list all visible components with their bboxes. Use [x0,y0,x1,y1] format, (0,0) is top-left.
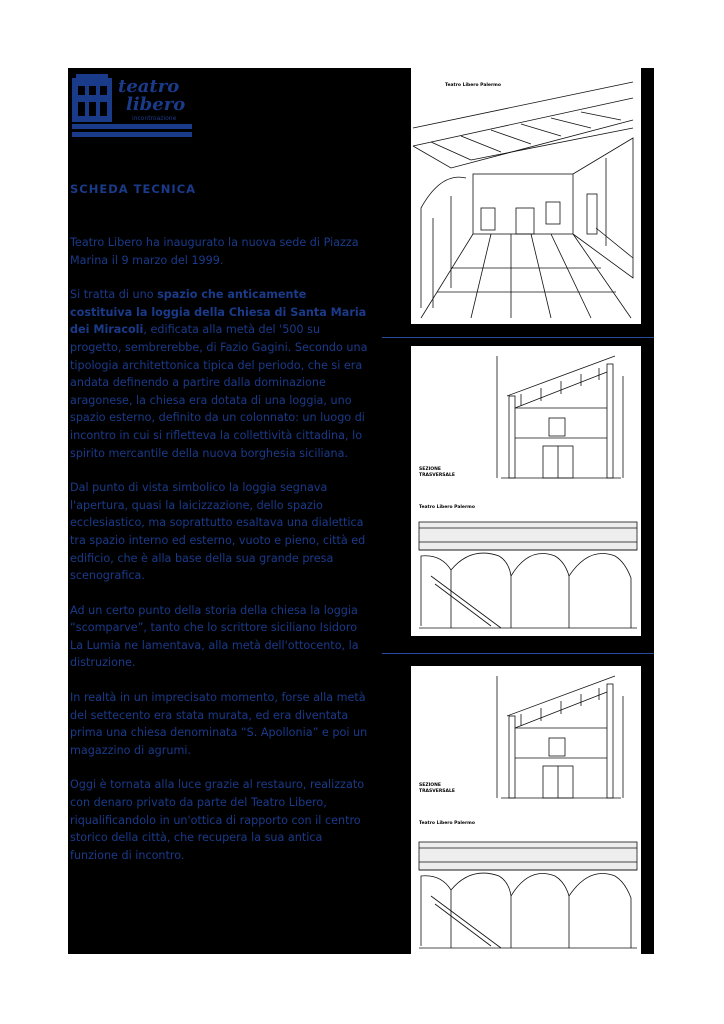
paragraph-6: Oggi è tornata alla luce grazie al restauro, realizzato con denaro privato da parte del Teatro Libero, riqualificandolo in un'ottica di rapporto con il centro storico della città, che recupera la sua antica funzione di incontro. [70,778,365,862]
svg-text:incontroazione: incontroazione [132,115,177,122]
svg-text:TRASVERSALE: TRASVERSALE [419,789,455,794]
teatro-libero-logo [72,72,200,144]
divider-line [382,653,654,654]
svg-text:SEZIONE: SEZIONE [419,467,441,472]
paragraph-2: Si tratta di uno spazio che anticamente costituiva la loggia della Chiesa di Santa Maria dei Miracoli, edificata alla metà del '500 su progetto, sembrerebbe, di Fazio Gagini. Secondo una tipologia architettonica tipica del periodo, che si era andata definendo a partire dalla dominazione aragonese, la chiesa era dotata di una loggia, uno spazio esterno, definito da un colonnato: un luogo di incontro in cui si rifletteva la collettività cittadina, lo spirito mercantile della nuova borghesia siciliana. [70,288,368,460]
body-text [70,234,370,881]
perspective-drawing [411,68,641,324]
paragraph-3: Dal punto di vista simbolico la loggia segnava l'apertura, quasi la laicizzazione, dello spazio ecclesiastico, ma soprattutto esaltava una dialettica tra spazio interno ed esterno, vuoto e pieno, città ed edificio, che è alla base della sua grande presa scenografica. [70,481,366,583]
svg-text:teatro: teatro [118,76,180,97]
svg-text:TRASVERSALE: TRASVERSALE [419,473,455,478]
svg-text:Teatro Libero Palermo: Teatro Libero Palermo [419,821,475,826]
svg-text:Teatro Libero Palermo: Teatro Libero Palermo [419,505,475,510]
svg-text:SEZIONE: SEZIONE [419,783,441,788]
paragraph-4: Ad un certo punto della storia della chiesa la loggia “scomparve”, tanto che lo scrittore siciliano Isidoro La Lumia ne lamentava, alla metà dell'ottocento, la distruzione. [70,603,359,670]
svg-text:Teatro Libero Palermo: Teatro Libero Palermo [445,83,501,88]
paragraph-1: Teatro Libero ha inaugurato la nuova sede di Piazza Marina il 9 marzo del 1999. [70,236,359,267]
highlight-text: spazio che anticamente costituiva la loggia della Chiesa di Santa Maria dei Miracoli [70,288,367,337]
divider-line [382,337,654,338]
section-drawing-repeat [411,666,641,954]
svg-text:libero: libero [126,94,186,115]
section-heading: SCHEDA TECNICA [70,182,197,196]
section-drawing [411,346,641,636]
paragraph-5: In realtà in un imprecisato momento, forse alla metà del settecento era stata murata, ed era diventata prima una chiesa denominata “S. Apollonia” e poi un magazzino di agrumi. [70,691,368,757]
